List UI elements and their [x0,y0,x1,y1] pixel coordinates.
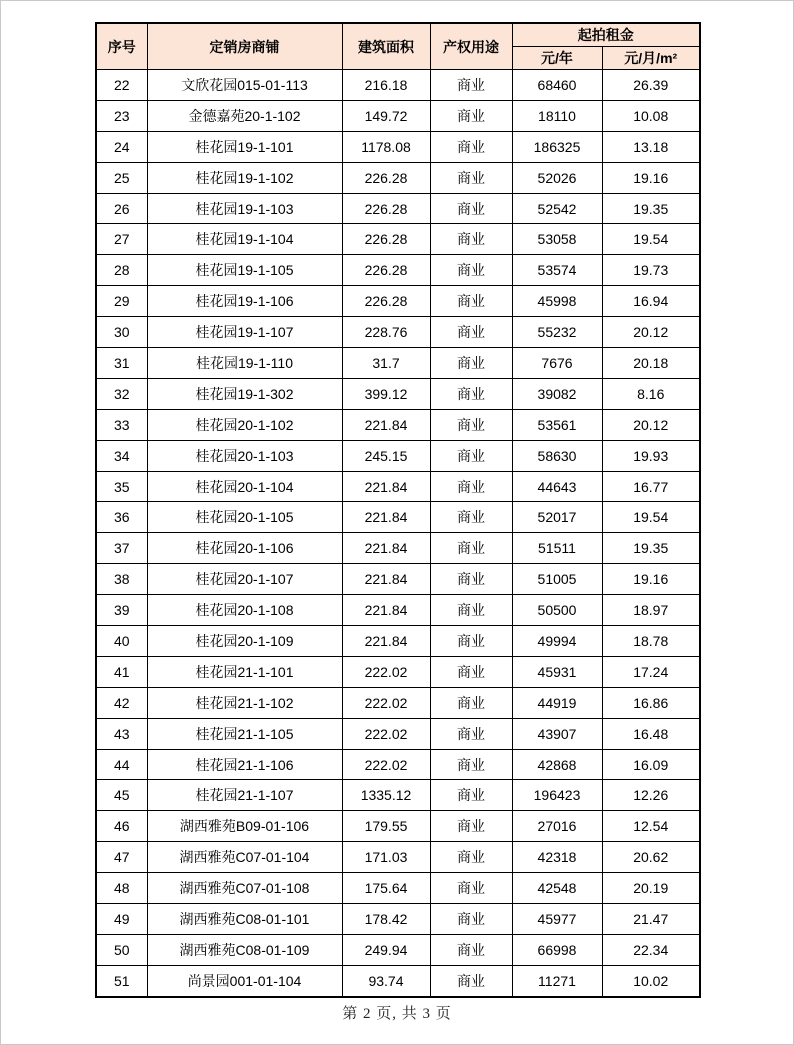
cell-use: 商业 [430,595,512,626]
cell-seq: 30 [96,317,147,348]
cell-month: 20.18 [602,348,700,379]
cell-year: 66998 [512,934,602,965]
column-header-shop: 定销房商铺 [147,23,342,70]
cell-month: 16.48 [602,718,700,749]
cell-year: 68460 [512,70,602,101]
cell-use: 商业 [430,378,512,409]
cell-shop: 桂花园19-1-101 [147,131,342,162]
cell-year: 7676 [512,348,602,379]
table-row [96,749,700,780]
cell-area: 249.94 [342,934,430,965]
table-row [96,378,700,409]
cell-area: 1178.08 [342,131,430,162]
cell-area: 228.76 [342,317,430,348]
cell-month: 16.94 [602,286,700,317]
cell-shop: 桂花园21-1-107 [147,780,342,811]
column-header-use: 产权用途 [430,23,512,70]
cell-shop: 桂花园20-1-104 [147,471,342,502]
table-row [96,70,700,101]
cell-year: 52542 [512,193,602,224]
cell-shop: 湖西雅苑C07-01-108 [147,873,342,904]
table-row [96,873,700,904]
cell-area: 171.03 [342,842,430,873]
cell-year: 42868 [512,749,602,780]
page-number-label: 第 2 页, 共 3 页 [342,1006,452,1022]
cell-area: 221.84 [342,471,430,502]
cell-use: 商业 [430,533,512,564]
cell-shop: 桂花园20-1-106 [147,533,342,564]
cell-month: 19.35 [602,533,700,564]
cell-seq: 41 [96,656,147,687]
cell-month: 18.78 [602,626,700,657]
cell-area: 222.02 [342,718,430,749]
cell-use: 商业 [430,626,512,657]
cell-use: 商业 [430,904,512,935]
cell-year: 49994 [512,626,602,657]
cell-seq: 22 [96,70,147,101]
table-row [96,471,700,502]
cell-year: 27016 [512,811,602,842]
cell-year: 18110 [512,100,602,131]
cell-area: 175.64 [342,873,430,904]
cell-use: 商业 [430,317,512,348]
column-header-rent-per-year: 元/年 [512,47,602,70]
cell-seq: 37 [96,533,147,564]
cell-year: 52017 [512,502,602,533]
cell-shop: 文欣花园015-01-113 [147,70,342,101]
cell-year: 39082 [512,378,602,409]
table-row [96,440,700,471]
cell-year: 52026 [512,162,602,193]
cell-year: 42318 [512,842,602,873]
cell-month: 10.02 [602,965,700,996]
table-row [96,564,700,595]
cell-use: 商业 [430,348,512,379]
cell-month: 19.54 [602,502,700,533]
table-row [96,780,700,811]
table-row [96,533,700,564]
cell-seq: 36 [96,502,147,533]
cell-use: 商业 [430,70,512,101]
cell-year: 11271 [512,965,602,996]
cell-year: 44643 [512,471,602,502]
cell-shop: 桂花园21-1-102 [147,687,342,718]
cell-shop: 桂花园19-1-104 [147,224,342,255]
cell-seq: 32 [96,378,147,409]
cell-seq: 25 [96,162,147,193]
cell-seq: 47 [96,842,147,873]
cell-use: 商业 [430,842,512,873]
cell-seq: 35 [96,471,147,502]
table-row [96,348,700,379]
cell-seq: 39 [96,595,147,626]
cell-shop: 桂花园19-1-105 [147,255,342,286]
cell-year: 42548 [512,873,602,904]
cell-area: 226.28 [342,286,430,317]
cell-use: 商业 [430,718,512,749]
cell-year: 53574 [512,255,602,286]
cell-shop: 桂花园19-1-102 [147,162,342,193]
cell-month: 19.54 [602,224,700,255]
cell-year: 50500 [512,595,602,626]
table-row [96,162,700,193]
cell-month: 20.12 [602,317,700,348]
cell-year: 45977 [512,904,602,935]
cell-seq: 33 [96,409,147,440]
cell-seq: 42 [96,687,147,718]
cell-area: 221.84 [342,626,430,657]
table-row [96,595,700,626]
cell-year: 51511 [512,533,602,564]
cell-year: 53561 [512,409,602,440]
cell-month: 13.18 [602,131,700,162]
table-row [96,811,700,842]
cell-use: 商业 [430,749,512,780]
cell-seq: 27 [96,224,147,255]
cell-area: 221.84 [342,409,430,440]
table-row [96,224,700,255]
cell-seq: 31 [96,348,147,379]
cell-month: 21.47 [602,904,700,935]
cell-use: 商业 [430,224,512,255]
cell-month: 20.12 [602,409,700,440]
cell-area: 226.28 [342,162,430,193]
header-row-1 [96,23,700,47]
cell-shop: 桂花园20-1-103 [147,440,342,471]
cell-shop: 桂花园19-1-103 [147,193,342,224]
cell-use: 商业 [430,687,512,718]
cell-area: 226.28 [342,224,430,255]
cell-seq: 50 [96,934,147,965]
cell-use: 商业 [430,656,512,687]
cell-month: 26.39 [602,70,700,101]
cell-shop: 桂花园19-1-107 [147,317,342,348]
cell-year: 45998 [512,286,602,317]
cell-seq: 51 [96,965,147,996]
cell-shop: 桂花园20-1-102 [147,409,342,440]
cell-month: 19.73 [602,255,700,286]
cell-seq: 38 [96,564,147,595]
cell-shop: 桂花园21-1-101 [147,656,342,687]
cell-year: 43907 [512,718,602,749]
cell-month: 16.77 [602,471,700,502]
cell-shop: 桂花园19-1-110 [147,348,342,379]
cell-year: 55232 [512,317,602,348]
cell-year: 196423 [512,780,602,811]
table-row [96,255,700,286]
cell-seq: 28 [96,255,147,286]
table-row [96,904,700,935]
cell-seq: 40 [96,626,147,657]
cell-use: 商业 [430,934,512,965]
cell-month: 12.54 [602,811,700,842]
cell-year: 186325 [512,131,602,162]
table-row [96,626,700,657]
cell-month: 10.08 [602,100,700,131]
table-row [96,286,700,317]
cell-seq: 34 [96,440,147,471]
cell-seq: 44 [96,749,147,780]
table-row [96,718,700,749]
cell-shop: 桂花园20-1-108 [147,595,342,626]
cell-area: 216.18 [342,70,430,101]
rent-table-body [96,70,700,997]
cell-month: 8.16 [602,378,700,409]
table-row [96,934,700,965]
cell-year: 44919 [512,687,602,718]
cell-month: 20.62 [602,842,700,873]
cell-use: 商业 [430,100,512,131]
cell-year: 53058 [512,224,602,255]
cell-seq: 45 [96,780,147,811]
cell-use: 商业 [430,162,512,193]
cell-area: 222.02 [342,656,430,687]
cell-seq: 49 [96,904,147,935]
cell-month: 22.34 [602,934,700,965]
cell-use: 商业 [430,873,512,904]
cell-year: 51005 [512,564,602,595]
cell-month: 20.19 [602,873,700,904]
cell-use: 商业 [430,440,512,471]
cell-shop: 桂花园21-1-106 [147,749,342,780]
cell-area: 221.84 [342,564,430,595]
cell-area: 222.02 [342,749,430,780]
cell-seq: 43 [96,718,147,749]
cell-shop: 桂花园20-1-107 [147,564,342,595]
table-row [96,842,700,873]
cell-use: 商业 [430,471,512,502]
cell-month: 19.16 [602,564,700,595]
cell-use: 商业 [430,780,512,811]
rent-table-header [96,23,700,70]
cell-month: 12.26 [602,780,700,811]
cell-month: 18.97 [602,595,700,626]
cell-use: 商业 [430,564,512,595]
cell-area: 149.72 [342,100,430,131]
table-row [96,687,700,718]
cell-month: 19.16 [602,162,700,193]
cell-use: 商业 [430,502,512,533]
cell-month: 16.09 [602,749,700,780]
column-header-seq: 序号 [96,23,147,70]
cell-year: 58630 [512,440,602,471]
cell-area: 221.84 [342,595,430,626]
cell-month: 19.35 [602,193,700,224]
cell-use: 商业 [430,409,512,440]
cell-area: 31.7 [342,348,430,379]
cell-area: 245.15 [342,440,430,471]
table-row [96,502,700,533]
cell-month: 16.86 [602,687,700,718]
cell-shop: 湖西雅苑C08-01-101 [147,904,342,935]
table-row [96,317,700,348]
cell-shop: 桂花园19-1-302 [147,378,342,409]
cell-seq: 48 [96,873,147,904]
column-header-area: 建筑面积 [342,23,430,70]
cell-area: 178.42 [342,904,430,935]
cell-area: 226.28 [342,193,430,224]
cell-area: 222.02 [342,687,430,718]
cell-area: 226.28 [342,255,430,286]
cell-seq: 29 [96,286,147,317]
cell-month: 19.93 [602,440,700,471]
cell-shop: 湖西雅苑C07-01-104 [147,842,342,873]
table-row [96,656,700,687]
cell-shop: 湖西雅苑C08-01-109 [147,934,342,965]
cell-area: 221.84 [342,533,430,564]
table-row [96,193,700,224]
cell-shop: 桂花园19-1-106 [147,286,342,317]
cell-seq: 23 [96,100,147,131]
cell-shop: 金德嘉苑20-1-102 [147,100,342,131]
cell-area: 221.84 [342,502,430,533]
column-header-rent-group: 起拍租金 [512,23,700,47]
cell-seq: 24 [96,131,147,162]
cell-shop: 桂花园20-1-105 [147,502,342,533]
cell-seq: 26 [96,193,147,224]
cell-shop: 桂花园20-1-109 [147,626,342,657]
cell-shop: 尚景园001-01-104 [147,965,342,996]
cell-use: 商业 [430,193,512,224]
cell-year: 45931 [512,656,602,687]
cell-use: 商业 [430,811,512,842]
cell-area: 93.74 [342,965,430,996]
table-row [96,100,700,131]
table-row [96,409,700,440]
cell-use: 商业 [430,286,512,317]
cell-seq: 46 [96,811,147,842]
table-row [96,965,700,996]
cell-area: 399.12 [342,378,430,409]
rent-table [95,22,701,998]
column-header-rent-per-month-sqm: 元/月/m² [602,47,700,70]
cell-use: 商业 [430,255,512,286]
table-row [96,131,700,162]
cell-area: 179.55 [342,811,430,842]
cell-shop: 桂花园21-1-105 [147,718,342,749]
cell-use: 商业 [430,965,512,996]
cell-use: 商业 [430,131,512,162]
cell-shop: 湖西雅苑B09-01-106 [147,811,342,842]
cell-month: 17.24 [602,656,700,687]
cell-area: 1335.12 [342,780,430,811]
